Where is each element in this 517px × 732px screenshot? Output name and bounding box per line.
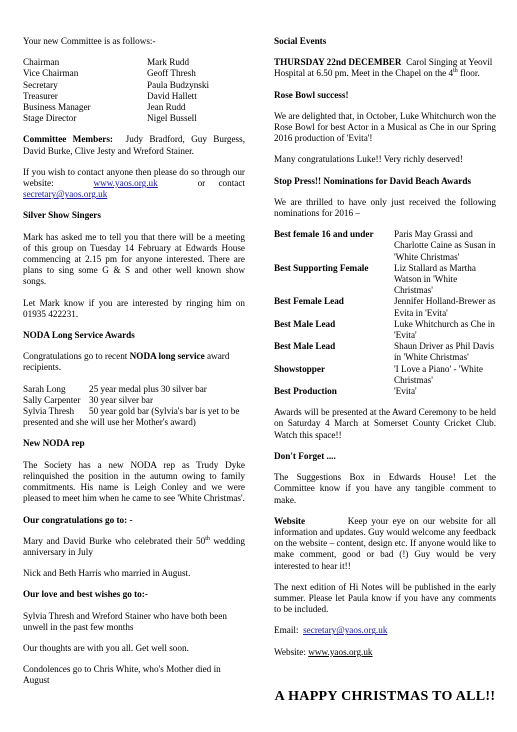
award-name: Sally Carpenter [23,394,81,405]
nomination-row [274,263,496,297]
committee-row [23,91,209,102]
stop-paragraph: We are thrilled to have only just received the following nominations for 2016 – [274,196,496,219]
noda-text-post: award recipients. [23,351,230,373]
nomination-name: 'I Love a Piano' - 'White Christmas' [394,363,483,385]
committee-name: David Hallett [147,90,197,101]
committee-members [23,134,245,156]
nomination-name: Liz Stallard as Martha Watson in 'White Christmas' [394,262,476,296]
noda-text-bold: NODA long service [129,351,205,362]
nominations-table [274,229,496,397]
nomination-role: Best Male Lead [274,318,336,329]
noda-heading: NODA Long Service Awards [23,330,135,341]
silver-paragraph-1: Mark has asked me to tell you that there will be a meeting of this group on Tuesday 14 February at Edwards House commencing at 2.15 pm for anyone interested. There are plans to sing some G & S and other well known show songs. [23,231,245,287]
award-item [23,395,245,406]
rep-heading: New NODA rep [23,438,85,449]
award-name: Sylvia Thresh [23,406,75,417]
award-item [23,384,245,395]
social-paragraph [274,57,496,79]
love-heading: Our love and best wishes go to:- [23,589,148,600]
nomination-row [274,386,496,397]
hinotes-paragraph: The next edition of Hi Notes will be published in the early summer. Please let Paula know if you have any comments to be included. [274,581,496,615]
web-line [274,647,496,658]
nomination-row [274,229,496,263]
award-detail: 30 year silver bar [89,394,154,405]
committee-name: Paula Budzynski [147,79,210,90]
email-link[interactable]: secretary@yaos.org.uk [303,625,388,636]
closing-greeting: A HAPPY CHRISTMAS TO ALL!! [274,688,496,704]
committee-role: Secretary [23,79,58,90]
nomination-role: Best Male Lead [274,341,336,352]
nomination-row [274,364,496,386]
award-item [23,406,245,428]
forget-paragraph: The Suggestions Box in Edwards House! Let the Committee know if you have any tangible comment to make. [274,472,496,505]
committee-role: Chairman [23,57,60,68]
condolences-paragraph: Condolences go to Chris White, who's Mother died in August [23,664,221,686]
nomination-role: Best female 16 and under [274,229,374,240]
committee-name: Geoff Thresh [147,68,196,79]
committee-name: Nigel Bussell [147,113,197,124]
nomination-name: 'Evita' [394,386,417,397]
contact-website-link[interactable]: www.yaos.org.uk [93,178,158,189]
nomination-role: Best Supporting Female [274,262,369,273]
rose-paragraph-2: Many congratulations Luke!! Very richly deserved! [274,154,463,165]
committee-row [23,102,209,113]
congrats-heading: Our congratulations go to: - [23,514,133,525]
rep-paragraph: The Society has a new NODA rep as Trudy Dyke relinquished the position in the autumn owing to family commitments. His name is Leigh Conley and we were pleased to meet him when he came to see 'White Christmas'. [23,459,245,504]
contact-email-link[interactable]: secretary@yaos.org.uk [23,189,108,200]
congrats-paragraph-2: Nick and Beth Harris who married in August. [23,568,191,579]
email-line [274,625,496,636]
silver-paragraph-2: Let Mark know if you are interested by ringing him on 01935 422231. [23,297,245,319]
rose-heading: Rose Bowl success! [274,89,349,100]
committee-members-text: Judy Bradford, Guy Burgess, David Burke, Clive Jesty and Wreford Stainer. [23,134,246,156]
contact-text: If you wish to contact anyone then please do so through our website: [23,166,245,189]
nomination-name: Luke Whitchurch as Che in 'Evita' [394,318,495,341]
left-column [23,36,245,697]
contact-paragraph [23,167,245,201]
award-detail: 25 year medal plus 30 silver bar [89,383,207,394]
congrats-paragraph-1 [23,536,245,558]
forget-heading: Don't Forget .... [274,450,336,461]
right-column [274,36,496,706]
committee-row [23,57,209,68]
website-paragraph [274,516,496,572]
committee-name: Mark Rudd [147,57,190,68]
website-text: Keep your eye on our website for all information and updates. Guy would welcome any feedback on the website – content, design etc. If anyone would like to make comment, good or bad (!) Guy would be very interested to hear it!! [274,515,496,571]
email-label: Email: [274,625,299,636]
noda-text-pre: Congratulations go to recent [23,351,128,362]
social-text-pre: Carol Singing at Yeovil Hospital at 6.50 pm. Meet in the Chapel on the 4 [274,57,493,79]
rose-paragraph-1: We are delighted that, in October, Luke Whitchurch won the Rose Bowl for best Actor in a Musical as Che in our Spring 2016 production of 'Evita'! [274,110,496,144]
committee-row [23,113,209,124]
social-heading: Social Events [274,36,327,46]
nomination-row [274,296,496,318]
contact-or: or contact [197,178,246,189]
social-text-post: floor. [460,68,480,79]
committee-name: Jean Rudd [147,102,186,113]
awards-ceremony-paragraph: Awards will be presented at the Award Ceremony to be held on Saturday 4 March at Somerset County Cricket Club. Watch this space!! [274,407,496,440]
awards-list [23,384,245,429]
web-link[interactable]: www.yaos.org.uk [308,646,373,657]
award-detail: 50 year gold bar (Sylvia's bar is yet to be presented and she will use her Mother's award) [23,406,240,428]
social-sup: th [453,68,458,75]
silver-heading: Silver Show Singers [23,210,101,221]
nomination-name: Paris May Grassi and Charlotte Caine as Susan in 'White Christmas' [394,229,496,262]
nomination-name: Jennifer Holland-Brewer as Evita in 'Evita' [394,296,496,318]
love-paragraph-1: Sylvia Thresh and Wreford Stainer who have both been unwell in the past few months [23,610,227,632]
stop-heading: Stop Press!! Nominations for David Beach Awards [274,175,472,186]
nomination-role: Best Female Lead [274,296,344,307]
social-date: THURSDAY 22nd DECEMBER [274,57,402,68]
website-label: Website [274,515,306,526]
congrats-text-pre: Mary and David Burke who celebrated their 50 [23,535,206,546]
noda-paragraph [23,351,245,373]
committee-role: Business Manager [23,102,91,113]
nomination-role: Showstopper [274,363,326,374]
web-label: Website: [274,646,306,657]
nomination-role: Best Production [274,386,337,397]
committee-intro: Your new Committee is as follows:- [23,36,156,46]
committee-row [23,68,209,79]
committee-members-label: Committee Members: [23,134,113,145]
nomination-row [274,341,496,363]
committee-role: Vice Chairman [23,68,79,79]
love-paragraph-2: Our thoughts are with you all. Get well soon. [23,642,189,653]
congrats-sup: th [205,535,210,542]
committee-role: Stage Director [23,113,77,124]
congrats-text-post: wedding anniversary in July [23,535,246,557]
committee-role: Treasurer [23,90,58,101]
committee-row [23,80,209,91]
nomination-name: Shaun Driver as Phil Davis in 'White Christmas' [394,341,495,363]
committee-table [23,57,209,124]
nomination-row [274,319,496,341]
award-name: Sarah Long [23,383,66,394]
